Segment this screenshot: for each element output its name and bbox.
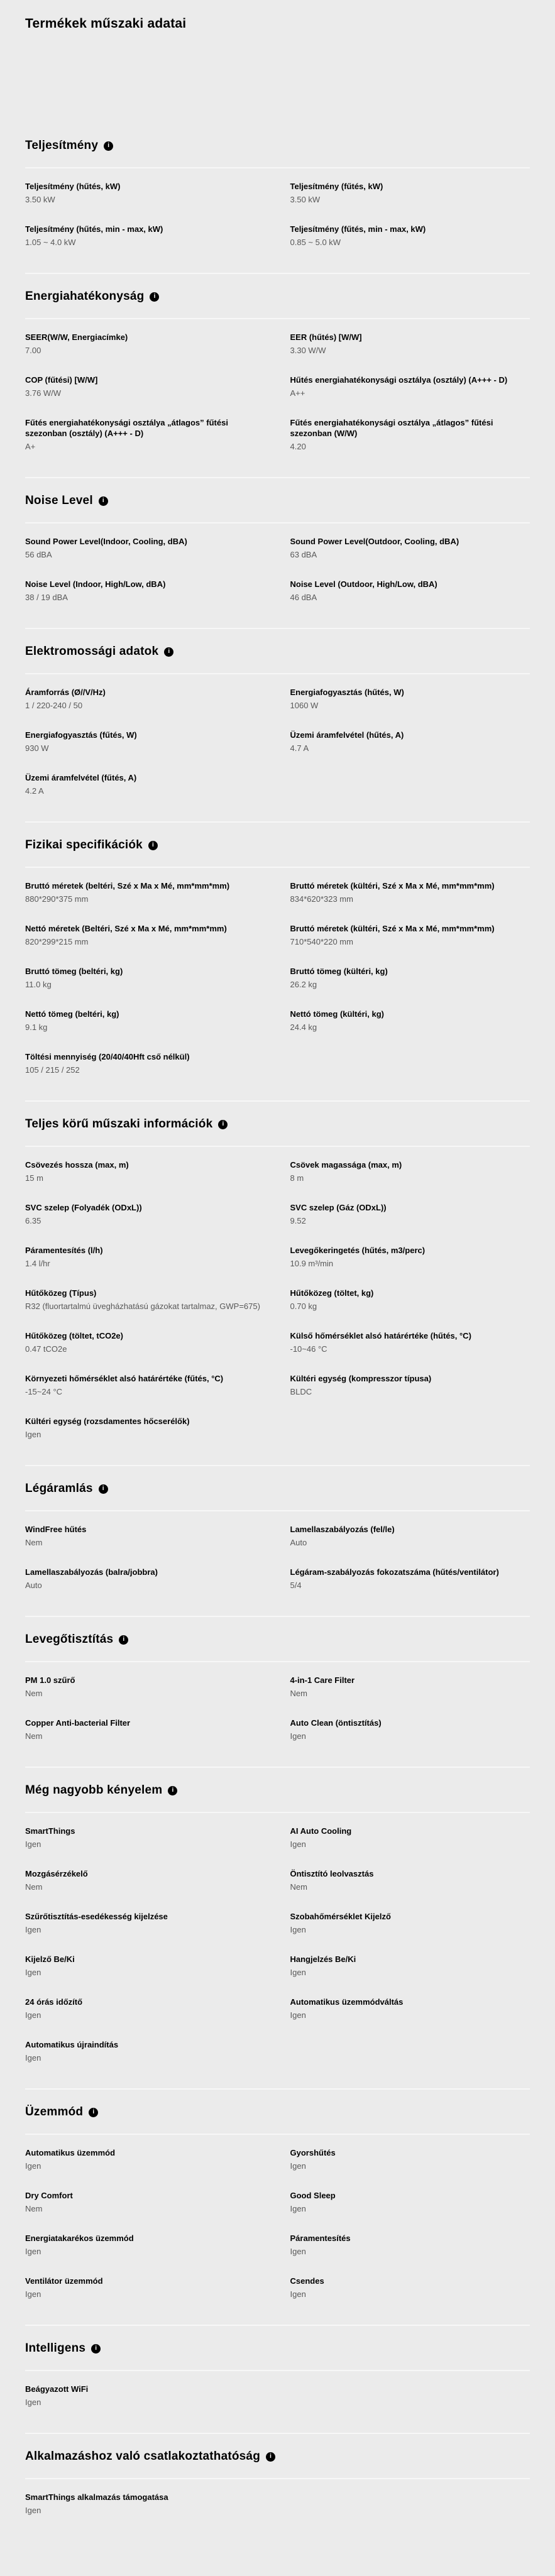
spec-label: Sound Power Level(Outdoor, Cooling, dBA) [290, 537, 459, 546]
spec-value: Auto [290, 1538, 307, 1547]
section-body [25, 2371, 530, 2433]
spec-item [25, 1159, 265, 1183]
spec-item [290, 1868, 530, 1892]
spec-value: -10~46 °C [290, 1344, 327, 1354]
spec-value: 880*290*375 mm [25, 894, 89, 904]
spec-value: 9.52 [290, 1216, 306, 1225]
spec-item [25, 1675, 265, 1699]
section-header [25, 273, 530, 319]
spec-value: Nem [25, 1882, 43, 1892]
spec-item [290, 1567, 530, 1591]
spec-item [290, 1288, 530, 1312]
spec-value: 1.4 l/hr [25, 1259, 50, 1268]
spec-label: Automatikus üzemmód [25, 2148, 116, 2157]
spec-value: 46 dBA [290, 593, 317, 602]
spec-label: SVC szelep (Gáz (ODxL)) [290, 1203, 387, 1212]
section-body [25, 168, 530, 273]
section-title: Fizikai specifikációk [25, 838, 143, 852]
spec-item [290, 923, 530, 947]
spec-label: SEER(W/W, Energiacímke) [25, 332, 128, 342]
spec-label: Kültéri egység (rozsdamentes hőcserélők) [25, 1417, 190, 1426]
spec-label: Levegőkeringetés (hűtés, m3/perc) [290, 1246, 426, 1255]
spec-value: 24.4 kg [290, 1022, 317, 1032]
spec-item [25, 1997, 265, 2020]
info-icon[interactable]: i [91, 2344, 101, 2354]
spec-value: 26.2 kg [290, 980, 317, 989]
spec-label: Páramentesítés (l/h) [25, 1246, 103, 1255]
section-legaramlas [25, 1465, 530, 1616]
info-icon[interactable]: i [119, 1635, 128, 1645]
spec-item [290, 1245, 530, 1269]
spec-label: 4-in-1 Care Filter [290, 1675, 355, 1685]
info-icon[interactable]: i [104, 141, 113, 151]
spec-value: Nem [25, 1689, 43, 1698]
spec-value: Igen [25, 2247, 41, 2256]
section-title: Noise Level [25, 494, 93, 507]
spec-item [290, 536, 530, 560]
spec-label: SVC szelep (Folyadék (ODxL)) [25, 1203, 142, 1212]
spec-label: AI Auto Cooling [290, 1826, 352, 1836]
section-header [25, 1616, 530, 1662]
section-energiahatekonysag [25, 273, 530, 477]
spec-label: Öntisztító leolvasztás [290, 1869, 374, 1878]
section-body [25, 319, 530, 477]
section-title: Alkalmazáshoz való csatlakoztathatóság [25, 2450, 261, 2463]
section-title: Még nagyobb kényelem [25, 1784, 163, 1797]
spec-item [25, 1911, 265, 1935]
spec-label: SmartThings alkalmazás támogatása [25, 2492, 168, 2502]
spec-value: Igen [290, 1968, 306, 1977]
spec-item [290, 1330, 530, 1354]
spec-value: 63 dBA [290, 550, 317, 559]
spec-item [290, 1675, 530, 1699]
section-intelligens [25, 2325, 530, 2433]
section-header [25, 477, 530, 523]
spec-value: 3.30 W/W [290, 346, 326, 355]
spec-item [290, 1954, 530, 1978]
section-noise-level [25, 477, 530, 628]
spec-item [290, 181, 530, 205]
spec-label: Dry Comfort [25, 2191, 73, 2200]
spec-value: Igen [290, 2161, 306, 2171]
spec-label: Good Sleep [290, 2191, 336, 2200]
spec-value: Igen [290, 1839, 306, 1849]
section-teljes-koru-muszaki-informaciok [25, 1100, 530, 1465]
spec-value: 4.7 A [290, 743, 309, 753]
spec-item [25, 2233, 265, 2257]
spec-label: Bruttó méretek (kültéri, Szé x Ma x Mé, mm*mm*mm) [290, 924, 495, 933]
spec-item [25, 687, 265, 711]
spec-label: Teljesítmény (hűtés, min - max, kW) [25, 224, 163, 234]
info-icon[interactable]: i [218, 1120, 228, 1129]
spec-value: 834*620*323 mm [290, 894, 353, 904]
spec-value: 820*299*215 mm [25, 937, 89, 946]
spec-item [25, 2190, 265, 2214]
spec-value: R32 (fluortartalmú üvegházhatású gázokat tartalmaz, GWP=675) [25, 1302, 260, 1311]
spec-label: Szűrőtisztítás-esedékesség kijelzése [25, 1912, 168, 1921]
spec-value: Igen [290, 2289, 306, 2299]
spec-item [290, 687, 530, 711]
spec-label: Csövezés hossza (max, m) [25, 1160, 129, 1170]
spec-value: Igen [290, 1731, 306, 1741]
spec-item [25, 536, 265, 560]
spec-label: Bruttó tömeg (kültéri, kg) [290, 967, 388, 976]
section-title: Légáramlás [25, 1482, 93, 1495]
spec-value: Igen [25, 1925, 41, 1934]
section-title: Teljes körű műszaki információk [25, 1117, 213, 1131]
page-title: Termékek műszaki adatai [25, 16, 187, 31]
spec-value: 3.76 W/W [25, 388, 62, 398]
spec-label: Áramforrás (Ø//V/Hz) [25, 688, 106, 697]
section-title: Levegőtisztítás [25, 1633, 114, 1646]
spec-label: Noise Level (Indoor, High/Low, dBA) [25, 579, 166, 589]
spec-item [290, 375, 530, 398]
spec-item [25, 2276, 265, 2299]
section-header [25, 2088, 530, 2135]
section-body [25, 1813, 530, 2088]
section-body [25, 2479, 530, 2541]
spec-label: COP (fűtési) [W/W] [25, 375, 98, 385]
spec-value: 10.9 m³/min [290, 1259, 334, 1268]
spec-item [25, 880, 265, 904]
spec-value: 15 m [25, 1173, 43, 1183]
section-body [25, 1147, 530, 1465]
spec-label: Automatikus újraindítás [25, 2040, 119, 2049]
spec-item [25, 2039, 265, 2063]
spec-item [25, 1718, 265, 1741]
spec-value: Auto [25, 1581, 42, 1590]
section-title: Teljesítmény [25, 139, 99, 152]
spec-label: Lamellaszabályozás (fel/le) [290, 1525, 395, 1534]
info-icon[interactable]: i [168, 1786, 177, 1795]
info-icon[interactable]: i [148, 841, 158, 850]
spec-item [25, 417, 265, 452]
section-body [25, 868, 530, 1100]
spec-label: Sound Power Level(Indoor, Cooling, dBA) [25, 537, 187, 546]
spec-item [290, 1202, 530, 1226]
spec-item [290, 966, 530, 990]
spec-label: Gyorshűtés [290, 2148, 336, 2157]
spec-value: Igen [25, 2398, 41, 2407]
spec-item [290, 1009, 530, 1033]
spec-item [290, 1159, 530, 1183]
spec-value: 1060 W [290, 701, 319, 710]
section-header [25, 1465, 530, 1511]
info-icon[interactable]: i [150, 292, 159, 302]
section-header [25, 1767, 530, 1813]
top-spacer [25, 31, 530, 123]
spec-item [25, 2492, 265, 2516]
spec-item [290, 880, 530, 904]
spec-value: Igen [290, 2204, 306, 2213]
spec-item [25, 1051, 265, 1075]
spec-label: Töltési mennyiség (20/40/40Hft cső nélkül) [25, 1052, 190, 1061]
spec-label: Nettó tömeg (beltéri, kg) [25, 1009, 119, 1019]
spec-label: Hűtőközeg (töltet, kg) [290, 1288, 374, 1298]
spec-value: 7.00 [25, 346, 41, 355]
spec-value: 8 m [290, 1173, 304, 1183]
spec-value: 3.50 kW [25, 195, 55, 204]
spec-label: Bruttó méretek (kültéri, Szé x Ma x Mé, mm*mm*mm) [290, 881, 495, 891]
section-body [25, 523, 530, 628]
spec-label: Noise Level (Outdoor, High/Low, dBA) [290, 579, 437, 589]
spec-value: A+ [25, 442, 36, 451]
spec-item [290, 417, 530, 452]
spec-label: Energiatakarékos üzemmód [25, 2233, 134, 2243]
spec-label: WindFree hűtés [25, 1525, 87, 1534]
section-alkalmazashoz-valo-csatlakoztathatosag [25, 2433, 530, 2541]
spec-value: Nem [290, 1689, 307, 1698]
spec-item [25, 966, 265, 990]
info-icon[interactable]: i [89, 2108, 98, 2117]
spec-item [290, 1911, 530, 1935]
spec-value: 9.1 kg [25, 1022, 48, 1032]
spec-value: 710*540*220 mm [290, 937, 353, 946]
spec-label: Lamellaszabályozás (balra/jobbra) [25, 1567, 158, 1577]
spec-label: Nettó tömeg (kültéri, kg) [290, 1009, 385, 1019]
spec-value: Igen [25, 1968, 41, 1977]
spec-value: Igen [25, 2053, 41, 2063]
spec-item [290, 332, 530, 356]
spec-label: Automatikus üzemmódváltás [290, 1997, 404, 2007]
spec-item [25, 772, 265, 796]
spec-label: Külső hőmérséklet alsó határértéke (hűtés, °C) [290, 1331, 471, 1340]
section-levegotisztitas [25, 1616, 530, 1767]
spec-item [25, 730, 265, 754]
spec-value: 38 / 19 dBA [25, 593, 68, 602]
spec-item [290, 2190, 530, 2214]
section-fizikai-specifikaciok [25, 821, 530, 1100]
spec-value: 1.05 ~ 4.0 kW [25, 238, 76, 247]
spec-item [290, 1373, 530, 1397]
spec-label: Teljesítmény (fűtés, min - max, kW) [290, 224, 426, 234]
spec-value: 3.50 kW [290, 195, 321, 204]
section-header [25, 1100, 530, 1147]
spec-value: 5/4 [290, 1581, 302, 1590]
section-body [25, 674, 530, 821]
spec-label: 24 órás időzítő [25, 1997, 83, 2007]
spec-value: 6.35 [25, 1216, 41, 1225]
spec-item [290, 579, 530, 603]
spec-item [25, 1245, 265, 1269]
info-icon[interactable]: i [266, 2452, 275, 2462]
spec-value: Igen [25, 2010, 41, 2020]
spec-item [25, 375, 265, 398]
spec-label: Páramentesítés [290, 2233, 351, 2243]
section-title: Üzemmód [25, 2105, 84, 2118]
spec-value: Igen [290, 2247, 306, 2256]
spec-item [25, 1954, 265, 1978]
section-header [25, 821, 530, 868]
spec-label: Teljesítmény (hűtés, kW) [25, 182, 121, 191]
spec-label: Csendes [290, 2276, 324, 2286]
spec-item [25, 1524, 265, 1548]
spec-value: Nem [25, 1731, 43, 1741]
spec-label: EER (hűtés) [W/W] [290, 332, 362, 342]
spec-label: Csövek magassága (max, m) [290, 1160, 402, 1170]
spec-item [25, 224, 265, 248]
spec-item [25, 1416, 265, 1440]
spec-label: Copper Anti-bacterial Filter [25, 1718, 131, 1728]
spec-value: 105 / 215 / 252 [25, 1065, 80, 1075]
section-title: Energiahatékonyság [25, 290, 145, 303]
spec-value: A++ [290, 388, 305, 398]
spec-label: Bruttó méretek (beltéri, Szé x Ma x Mé, mm*mm*mm) [25, 881, 230, 891]
spec-label: Hűtés energiahatékonysági osztálya (osztály) (A+++ - D) [290, 375, 508, 385]
spec-item [25, 2384, 265, 2408]
spec-value: 4.2 A [25, 786, 44, 796]
spec-label: Kültéri egység (kompresszor típusa) [290, 1374, 432, 1383]
spec-value: Igen [290, 1925, 306, 1934]
section-body [25, 1511, 530, 1616]
spec-value: 0.70 kg [290, 1302, 317, 1311]
spec-label: Bruttó tömeg (beltéri, kg) [25, 967, 123, 976]
spec-value: 56 dBA [25, 550, 52, 559]
section-title: Intelligens [25, 2342, 86, 2355]
spec-item [290, 2233, 530, 2257]
spec-label: Auto Clean (öntisztítás) [290, 1718, 382, 1728]
spec-item [290, 224, 530, 248]
spec-label: Beágyazott WiFi [25, 2384, 89, 2394]
spec-label: Hűtőközeg (Típus) [25, 1288, 97, 1298]
spec-item [25, 1567, 265, 1591]
spec-item [25, 2147, 265, 2171]
section-header [25, 123, 530, 168]
spec-value: Nem [25, 2204, 43, 2213]
section-teljesitmeny [25, 123, 530, 273]
spec-item [290, 2147, 530, 2171]
spec-label: Üzemi áramfelvétel (fűtés, A) [25, 773, 137, 782]
spec-value: Igen [25, 1839, 41, 1849]
spec-item [290, 2276, 530, 2299]
spec-value: 0.47 tCO2e [25, 1344, 67, 1354]
spec-item [25, 1868, 265, 1892]
spec-item [25, 1009, 265, 1033]
spec-value: Nem [290, 1882, 307, 1892]
spec-item [25, 332, 265, 356]
section-elektromossagi-adatok [25, 628, 530, 821]
spec-label: PM 1.0 szűrő [25, 1675, 75, 1685]
section-meg-nagyobb-kenyelem [25, 1767, 530, 2088]
spec-label: Energiafogyasztás (fűtés, W) [25, 730, 137, 740]
spec-value: Nem [25, 1538, 43, 1547]
spec-value: 4.20 [290, 442, 306, 451]
spec-label: Energiafogyasztás (hűtés, W) [290, 688, 404, 697]
info-icon[interactable]: i [99, 496, 108, 506]
spec-value: 1 / 220-240 / 50 [25, 701, 83, 710]
spec-item [290, 1718, 530, 1741]
spec-label: Nettó méretek (Beltéri, Szé x Ma x Mé, mm*mm*mm) [25, 924, 227, 933]
spec-value: BLDC [290, 1387, 312, 1396]
spec-label: Hűtőközeg (töltet, tCO2e) [25, 1331, 123, 1340]
section-body [25, 1662, 530, 1767]
spec-item [25, 1330, 265, 1354]
spec-value: 0.85 ~ 5.0 kW [290, 238, 341, 247]
spec-label: Teljesítmény (fűtés, kW) [290, 182, 383, 191]
spec-item [290, 1524, 530, 1548]
spec-value: Igen [290, 2010, 306, 2020]
spec-item [290, 1997, 530, 2020]
spec-label: Fűtés energiahatékonysági osztálya „átlagos” fűtési szezonban (osztály) (A+++ - D) [25, 418, 228, 438]
spec-value: 930 W [25, 743, 49, 753]
spec-item [25, 579, 265, 603]
spec-label: Ventilátor üzemmód [25, 2276, 103, 2286]
spec-value: Igen [25, 2289, 41, 2299]
spec-label: Mozgásérzékelő [25, 1869, 88, 1878]
spec-label: Szobahőmérséklet Kijelző [290, 1912, 391, 1921]
spec-label: SmartThings [25, 1826, 75, 1836]
spec-item [25, 1288, 265, 1312]
section-title: Elektromossági adatok [25, 645, 159, 658]
section-body [25, 2135, 530, 2325]
section-header [25, 628, 530, 674]
info-icon[interactable]: i [99, 1484, 108, 1494]
spec-value: 11.0 kg [25, 980, 52, 989]
spec-item [25, 923, 265, 947]
spec-value: -15~24 °C [25, 1387, 63, 1396]
spec-label: Környezeti hőmérséklet alsó határértéke (fűtés, °C) [25, 1374, 224, 1383]
spec-item [25, 1202, 265, 1226]
spec-item [290, 730, 530, 754]
section-uzemmod [25, 2088, 530, 2325]
spec-item [25, 1826, 265, 1850]
spec-item [25, 181, 265, 205]
section-header [25, 2325, 530, 2371]
spec-label: Kijelző Be/Ki [25, 1954, 75, 1964]
spec-value: Igen [25, 1430, 41, 1439]
spec-item [25, 1373, 265, 1397]
spec-item [290, 1826, 530, 1850]
spec-value: Igen [25, 2506, 41, 2515]
spec-label: Hangjelzés Be/Ki [290, 1954, 356, 1964]
info-icon[interactable]: i [164, 647, 173, 657]
spec-label: Légáram-szabályozás fokozatszáma (hűtés/ventilátor) [290, 1567, 499, 1577]
spec-label: Fűtés energiahatékonysági osztálya „átlagos” fűtési szezonban (W/W) [290, 418, 493, 438]
spec-value: Igen [25, 2161, 41, 2171]
section-header [25, 2433, 530, 2479]
spec-label: Üzemi áramfelvétel (hűtés, A) [290, 730, 404, 740]
